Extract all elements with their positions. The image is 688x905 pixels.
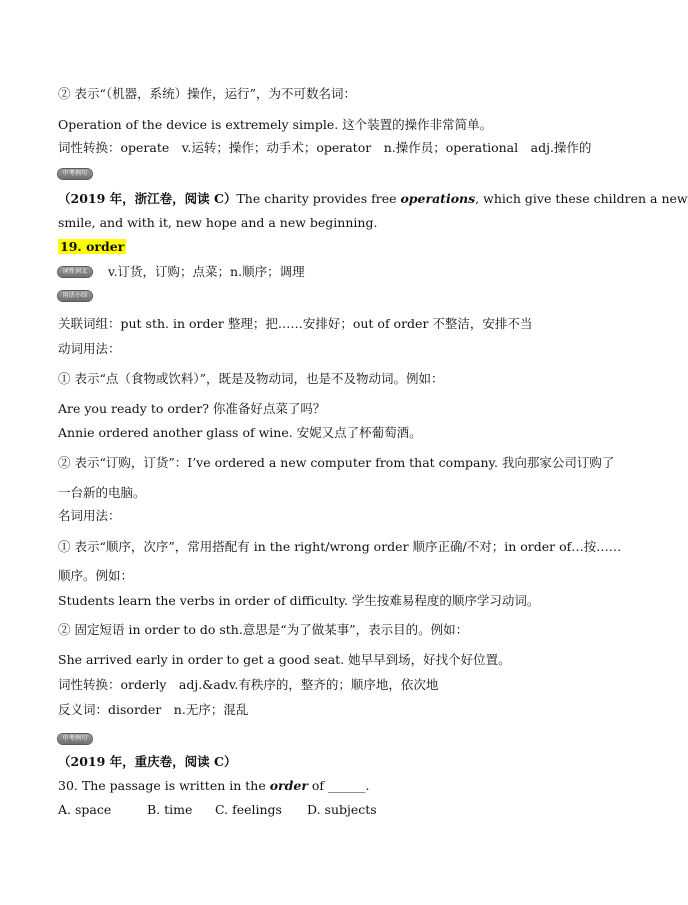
- word-form-conversion-order: 词性转换：orderly adj.&adv.有秩序的，整齐的；顺序地，依次地: [58, 677, 439, 692]
- verb-usage-heading: 动词用法：: [58, 341, 121, 356]
- exam-quote-keyword: operations: [400, 191, 476, 206]
- noun-example-2: She arrived early in order to get a good seat. 她早早到场，好找个好位置。: [58, 652, 511, 667]
- option-d[interactable]: D. subjects: [307, 802, 377, 817]
- exam-quote-continued: smile, and with it, new hope and a new beginning.: [58, 215, 378, 230]
- noun-usage-heading: 名词用法：: [58, 508, 121, 523]
- verb-example-1: Are you ready to order? 你准备好点菜了吗？: [58, 401, 326, 416]
- verb-example-2: Annie ordered another glass of wine. 安妮又点了杯葡萄酒。: [58, 425, 422, 440]
- option-c[interactable]: C. feelings: [215, 802, 282, 817]
- meaning-2-line: ② 表示“（机器，系统）操作，运行”，为不可数名词：: [58, 86, 357, 101]
- word-form-conversion: 词性转换：operate v.运转；操作；动手术；operator n.操作员；operational adj.操作的: [58, 140, 592, 155]
- usage-summary-tag: 用法小结: [58, 291, 92, 301]
- part-of-speech-tag: 词性词义: [58, 267, 92, 277]
- exam-quote-a: The charity provides free: [236, 191, 401, 206]
- exam-example-tag: 中考例句: [58, 169, 92, 179]
- word-heading: 19. order: [60, 239, 125, 254]
- antonym-line: 反义词：disorder n.无序；混乱: [58, 702, 249, 717]
- option-a[interactable]: A. space: [58, 802, 112, 817]
- option-b[interactable]: B. time: [147, 802, 193, 817]
- verb-meaning-2: ② 表示“订购，订货”：I’ve ordered a new computer from that company. 我向那家公司订购了: [58, 455, 615, 470]
- question-text-b: of ______.: [307, 778, 370, 793]
- noun-meaning-1-continued: 顺序。例如：: [58, 568, 134, 583]
- exam-quote-line: [58, 190, 688, 208]
- answer-options: [58, 801, 590, 819]
- example-sentence: Operation of the device is extremely simple. 这个装置的操作非常简单。: [58, 117, 493, 132]
- noun-meaning-1: ① 表示“顺序，次序”，常用搭配有 in the right/wrong order 顺序正确/不对；in order of…按……: [58, 539, 622, 554]
- question-keyword: order: [269, 778, 308, 793]
- related-phrases: 关联词组：put sth. in order 整理；把……安排好；out of order 不整洁，安排不当: [58, 316, 533, 331]
- question-line: [58, 777, 590, 795]
- part-of-speech-definition: v.订货，订购；点菜；n.顺序；调理: [108, 264, 305, 279]
- exam-example-tag-2: 中考例句: [58, 734, 92, 744]
- verb-meaning-2-continued: 一台新的电脑。: [58, 485, 146, 500]
- exam-quote-b: , which give these children a new: [475, 191, 688, 206]
- noun-example-1: Students learn the verbs in order of difficulty. 学生按难易程度的顺序学习动词。: [58, 593, 540, 608]
- question-text-a: 30. The passage is written in the: [58, 778, 270, 793]
- exam-source-2: （2019 年，重庆卷，阅读 C）: [58, 754, 237, 769]
- exam-source: （2019 年，浙江卷，阅读 C）: [58, 191, 237, 206]
- verb-meaning-1: ① 表示“点（食物或饮料）”，既是及物动词，也是不及物动词。例如：: [58, 371, 444, 386]
- noun-meaning-2: ② 固定短语 in order to do sth.意思是“为了做某事”，表示目的。例如：: [58, 622, 469, 637]
- word-heading-line: [58, 238, 590, 256]
